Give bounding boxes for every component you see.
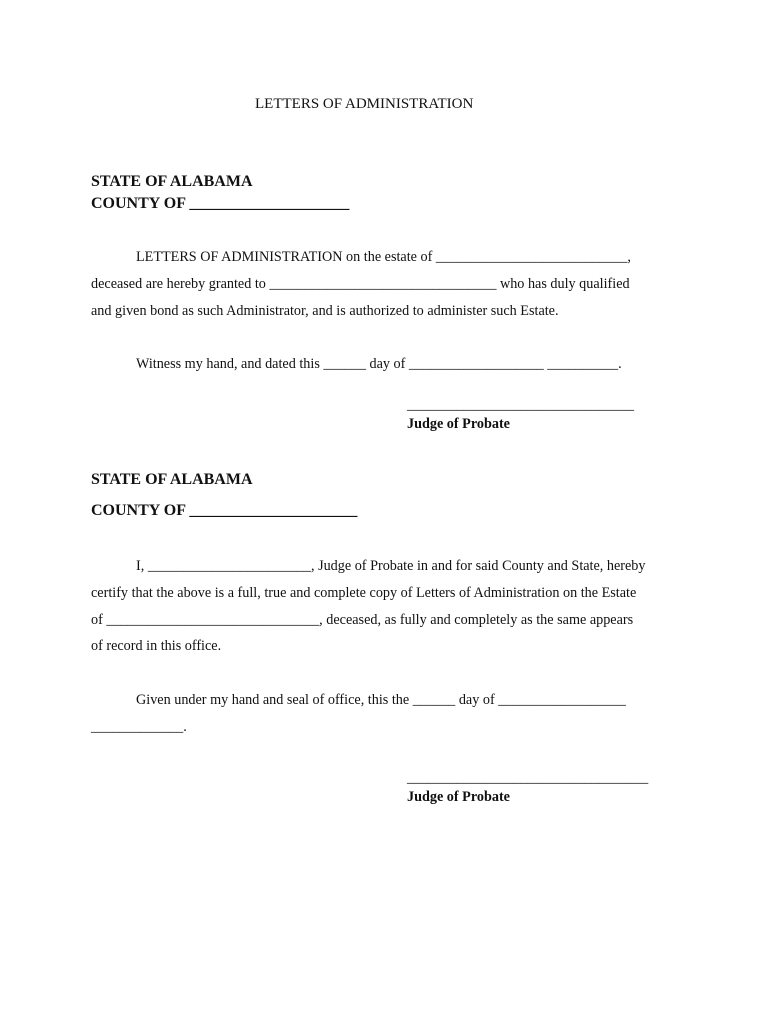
certify-paragraph-line-1: I, _______________________, Judge of Probate in and for said County and State, hereby [136,558,646,574]
document-title: LETTERS OF ADMINISTRATION [255,96,474,112]
certify-paragraph-line-4: of record in this office. [91,638,222,654]
grant-paragraph-line-1: LETTERS OF ADMINISTRATION on the estate of ___________________________, [136,249,631,265]
judge-label-2: Judge of Probate [407,789,510,805]
county-heading-2: COUNTY OF _____________________ [91,502,358,519]
signature-line-1: ________________________________ [407,397,634,413]
grant-paragraph-line-2: deceased are hereby granted to ________________________________ who has duly qualified [91,276,630,292]
certify-paragraph-line-3: of ______________________________, deceased, as fully and completely as the same appears [91,612,634,628]
judge-label-1: Judge of Probate [407,416,510,432]
county-heading-1: COUNTY OF ____________________ [91,195,350,212]
witness-line: Witness my hand, and dated this ______ day of ___________________ __________. [136,356,622,372]
grant-paragraph-line-3: and given bond as such Administrator, and is authorized to administer such Estate. [91,303,559,319]
given-line-1: Given under my hand and seal of office, this the ______ day of __________________ [136,692,626,708]
signature-line-2: __________________________________ [407,770,649,786]
given-line-2: _____________. [91,719,187,735]
state-heading-1: STATE OF ALABAMA [91,173,253,190]
state-heading-2: STATE OF ALABAMA [91,471,253,488]
certify-paragraph-line-2: certify that the above is a full, true and complete copy of Letters of Administration on the Estate [91,585,637,601]
